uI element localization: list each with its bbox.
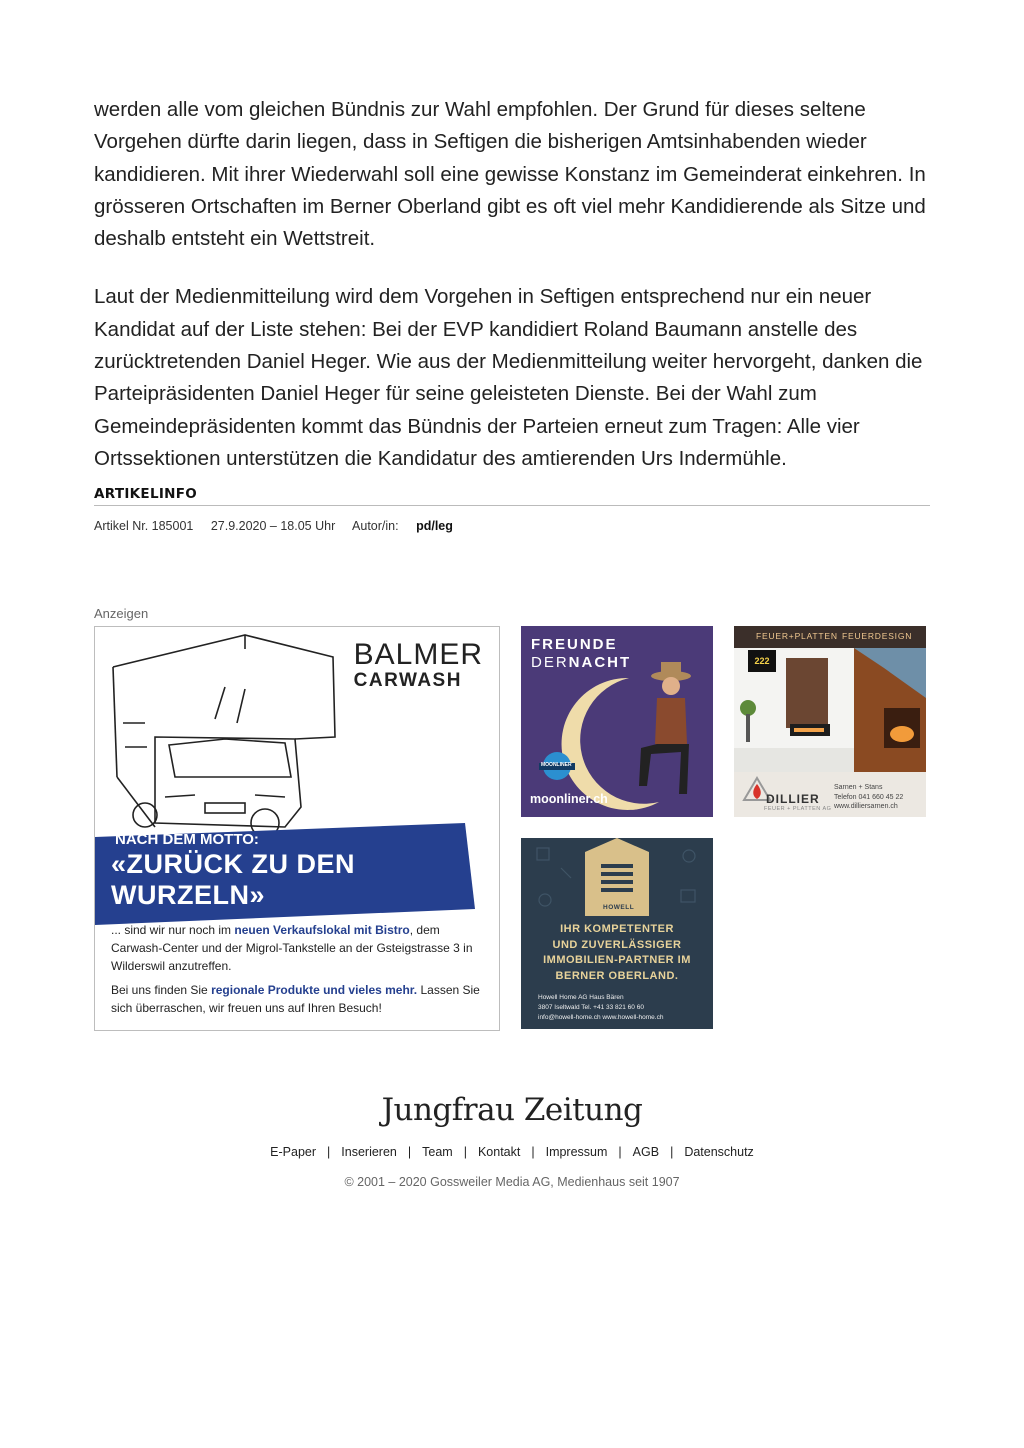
balmer-text-a1: ... sind wir nur noch im xyxy=(111,923,235,937)
balmer-text-a3: , dem Carwash-Center und der Migrol-Tankstelle an der Gsteigstrasse 3 in Wilderswil anzutreffen. xyxy=(111,923,473,973)
motto-small: NACH DEM MOTTO: xyxy=(115,831,259,848)
howell-headline xyxy=(521,922,713,984)
howell-logo-text: HOWELL xyxy=(603,904,635,911)
howell-contact3: info@howell-home.ch www.howell-home.ch xyxy=(538,1014,664,1021)
footer-separator: | xyxy=(618,1145,622,1159)
balmer-brand xyxy=(354,639,483,691)
moonliner-title-der: DER xyxy=(531,654,569,671)
moonliner-title xyxy=(531,636,631,672)
balmer-text-b2: regionale Produkte und vieles mehr. xyxy=(211,983,418,997)
moonliner-title-line2 xyxy=(531,654,631,672)
ad-moonliner[interactable] xyxy=(521,626,713,817)
dillier-subtitle: FEUER + PLATTEN AG xyxy=(764,806,832,812)
balmer-text-block-2 xyxy=(111,981,491,1017)
dillier-name: DILLIER xyxy=(766,792,820,806)
dillier-phone: Telefon 041 660 45 22 xyxy=(834,793,904,801)
footer-separator: | xyxy=(463,1145,467,1159)
moonliner-title-nacht: NACHT xyxy=(568,654,632,671)
article-info-heading: ARTIKELINFO xyxy=(94,486,930,506)
dillier-counter: 222 xyxy=(748,650,776,672)
dillier-location: Sarnen + Stans xyxy=(834,784,883,791)
dillier-top-right: FEUERDESIGN xyxy=(842,631,913,641)
howell-line3: IMMOBILIEN-PARTNER IM xyxy=(543,954,691,966)
balmer-text-block-1 xyxy=(111,921,491,975)
ad-howell[interactable] xyxy=(521,838,713,1029)
balmer-brand-line2: CARWASH xyxy=(353,670,462,691)
author-label: Autor/in: xyxy=(352,519,399,533)
balmer-description xyxy=(111,921,491,1017)
article-paragraph: Laut der Medienmitteilung wird dem Vorgehen in Seftigen entsprechend nur ein neuer Kandidat auf der Liste stehen: Bei der EVP kandidiert Roland Baumann anstelle des zurücktretenden Daniel Heger. Wie aus der Medienmitteilung weiter hervorgeht, danken die Parteipräsidenten Daniel Heger für seine geleisteten Dienste. Bei der Wahl zum Gemeindepräsidenten kommt das Bündnis der Parteien erneut zum Tragen: Alle vier Ortssektionen unterstützen die Kandidatur des amtierenden Urs Indermühle. xyxy=(94,285,923,470)
dillier-contact xyxy=(834,783,903,812)
balmer-text-b3: Lassen Sie sich überraschen, wir freuen uns auf Ihren Besuch! xyxy=(111,983,480,1015)
howell-contact2: 3807 Iseltwald Tel. +41 33 821 60 60 xyxy=(538,1004,644,1011)
footer-separator: | xyxy=(670,1145,674,1159)
footer-link-agb[interactable]: AGB xyxy=(632,1145,660,1159)
author-value: pd/leg xyxy=(416,519,453,533)
dillier-url[interactable]: www.dilliersarnen.ch xyxy=(834,803,898,810)
footer-link-kontakt[interactable]: Kontakt xyxy=(477,1145,521,1159)
ad-dillier[interactable] xyxy=(734,626,926,817)
balmer-text-a2: neuen Verkaufslokal mit Bistro xyxy=(234,923,410,937)
article-number: Artikel Nr. 185001 xyxy=(94,519,194,533)
moonliner-badge: MOONLINER xyxy=(541,762,572,768)
howell-contact1: Howell Home AG Haus Bären xyxy=(538,994,624,1001)
dillier-top-left: FEUER+PLATTEN xyxy=(756,631,838,641)
balmer-text-b1: Bei uns finden Sie xyxy=(111,983,212,997)
footer-link-inserieren[interactable]: Inserieren xyxy=(341,1145,397,1159)
howell-contact xyxy=(538,993,663,1023)
article-paragraph: werden alle vom gleichen Bündnis zur Wahl empfohlen. Der Grund für dieses seltene Vorgehen dürfte darin liegen, dass in Seftigen die bisherigen Amtsinhabenden wieder kandidieren. Mit ihrer Wiederwahl soll eine gewisse Konstanz im Gemeinderat einkehren. In grösseren Ortschaften im Berner Oberland gibt es oft viel mehr Kandidierende als Sitze und deshalb entsteht ein Wettstreit. xyxy=(94,98,926,251)
footer-separator: | xyxy=(327,1145,331,1159)
howell-line1: IHR KOMPETENTER xyxy=(560,923,674,935)
article-body xyxy=(94,94,930,475)
moonliner-title-line1: FREUNDE xyxy=(531,636,618,653)
footer-separator: | xyxy=(531,1145,535,1159)
footer-separator: | xyxy=(407,1145,412,1159)
footer-link-team[interactable]: Team xyxy=(422,1145,453,1159)
article-author xyxy=(352,519,453,533)
dillier-top-bar xyxy=(734,626,926,648)
ad-balmer-carwash[interactable] xyxy=(94,626,500,1031)
article-info-meta xyxy=(94,519,467,533)
motto-big: «ZURÜCK ZU DEN WURZELN» xyxy=(111,849,356,910)
ads-label: Anzeigen xyxy=(94,606,149,621)
footer-copyright: © 2001 – 2020 Gossweiler Media AG, Medienhaus seit 1907 xyxy=(344,1175,680,1189)
howell-line4: BERNER OBERLAND. xyxy=(555,969,679,982)
footer-logo[interactable]: Jungfrau Zeitung xyxy=(381,1092,643,1128)
footer-link-impressum[interactable]: Impressum xyxy=(545,1145,608,1159)
footer-nav xyxy=(0,1145,1024,1159)
balmer-brand-line1: BALMER xyxy=(353,638,483,671)
footer-link-epaper[interactable]: E-Paper xyxy=(270,1145,317,1159)
footer-link-datenschutz[interactable]: Datenschutz xyxy=(684,1145,754,1159)
article-date: 27.9.2020 – 18.05 Uhr xyxy=(210,519,336,533)
howell-line2: UND ZUVERLÄSSIGER xyxy=(552,938,682,951)
moonliner-url[interactable]: moonliner.ch xyxy=(530,792,608,806)
